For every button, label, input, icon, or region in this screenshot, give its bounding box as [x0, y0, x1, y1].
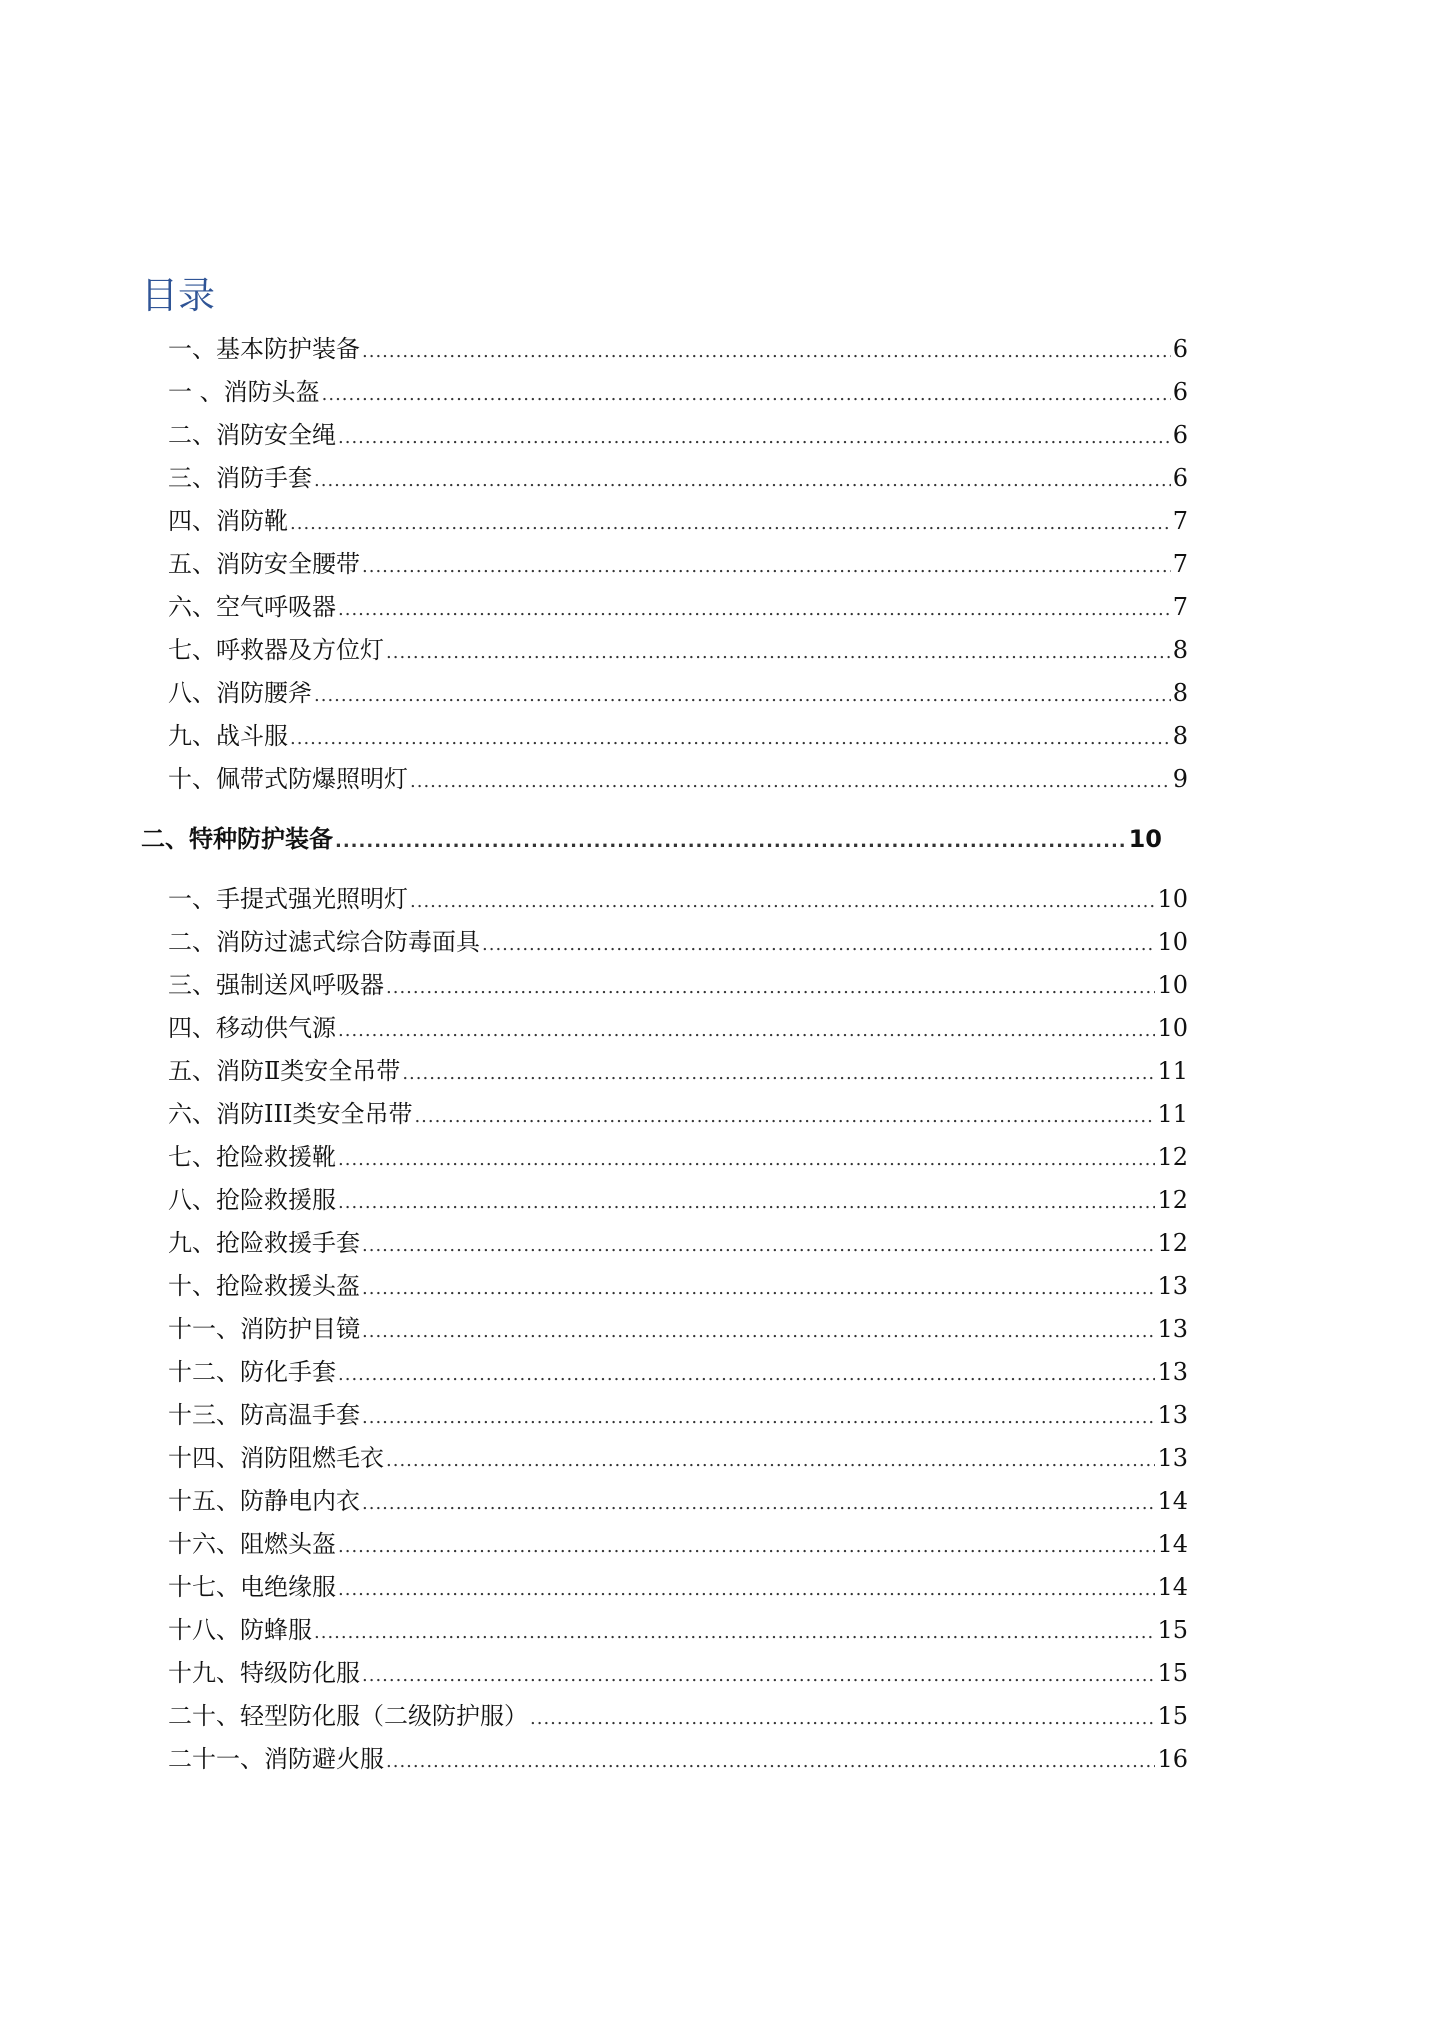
toc-entry-text: 八、消防腰斧: [168, 679, 312, 707]
toc-entry-page-number: 15: [1157, 1616, 1188, 1644]
toc-entry-page-number: 12: [1157, 1186, 1188, 1214]
toc-dot-leader: [386, 1442, 1155, 1480]
toc-dot-leader: [338, 1356, 1155, 1394]
toc-entry-text: 一、手提式强光照明灯: [168, 885, 408, 913]
toc-entry[interactable]: [168, 1267, 1188, 1305]
toc-entry-page-number: 14: [1157, 1573, 1188, 1601]
toc-entry[interactable]: [168, 1396, 1188, 1434]
toc-entry-page-number: 10: [1157, 971, 1188, 999]
toc-entry[interactable]: [168, 1138, 1188, 1176]
toc-dot-leader: [362, 333, 1171, 371]
toc-dot-leader: [402, 1055, 1155, 1093]
toc-entry[interactable]: [141, 820, 1162, 858]
toc-dot-leader: [362, 1227, 1155, 1265]
toc-entry-text: 七、抢险救援靴: [168, 1143, 336, 1171]
toc-entry[interactable]: [168, 923, 1188, 961]
toc-entry[interactable]: [168, 1095, 1188, 1133]
toc-entry-text: 十五、防静电内衣: [168, 1487, 360, 1515]
toc-entry[interactable]: [168, 966, 1188, 1004]
toc-entry[interactable]: [168, 588, 1188, 626]
toc-entry[interactable]: [168, 330, 1188, 368]
toc-entry[interactable]: [168, 373, 1188, 411]
toc-entry-text: 四、消防靴: [168, 507, 288, 535]
toc-entry-text: 八、抢险救援服: [168, 1186, 336, 1214]
toc-entry-page-number: 12: [1157, 1143, 1188, 1171]
toc-entry-page-number: 10: [1157, 885, 1188, 913]
toc-entry-page-number: 8: [1172, 679, 1188, 707]
toc-dot-leader: [338, 1184, 1155, 1222]
toc-entry-text: 十、佩带式防爆照明灯: [168, 765, 408, 793]
toc-entry-page-number: 11: [1157, 1057, 1188, 1085]
toc-dot-leader: [314, 677, 1171, 715]
toc-entry-text: 七、呼救器及方位灯: [168, 636, 384, 664]
toc-entry[interactable]: [168, 631, 1188, 669]
toc-entry-page-number: 10: [1128, 825, 1162, 853]
toc-entry-page-number: 6: [1172, 421, 1188, 449]
toc-dot-leader: [338, 591, 1171, 629]
toc-entry-text: 二、特种防护装备: [141, 825, 333, 853]
toc-entry-page-number: 16: [1157, 1745, 1188, 1773]
toc-entry-page-number: 14: [1157, 1530, 1188, 1558]
toc-entry-page-number: 7: [1172, 593, 1188, 621]
toc-entry[interactable]: [168, 1224, 1188, 1262]
toc-entry-page-number: 7: [1172, 507, 1188, 535]
toc-dot-leader: [410, 883, 1155, 921]
toc-dot-leader: [410, 763, 1171, 801]
toc-entry[interactable]: [168, 1052, 1188, 1090]
toc-entry-text: 九、战斗服: [168, 722, 288, 750]
toc-entry[interactable]: [168, 1181, 1188, 1219]
toc-dot-leader: [314, 1614, 1155, 1652]
toc-entry[interactable]: [168, 1697, 1188, 1735]
toc-entry-text: 六、消防III类安全吊带: [168, 1100, 413, 1128]
toc-entry-text: 六、空气呼吸器: [168, 593, 336, 621]
toc-entry-page-number: 7: [1172, 550, 1188, 578]
toc-entry-text: 一、基本防护装备: [168, 335, 360, 363]
toc-dot-leader: [362, 548, 1171, 586]
toc-dot-leader: [338, 1528, 1155, 1566]
toc-dot-leader: [338, 1012, 1155, 1050]
toc-entry-page-number: 14: [1157, 1487, 1188, 1515]
toc-dot-leader: [362, 1485, 1155, 1523]
toc-dot-leader: [362, 1313, 1155, 1351]
toc-entry-page-number: 10: [1157, 928, 1188, 956]
toc-entry-page-number: 6: [1172, 378, 1188, 406]
toc-entry-text: 十三、防高温手套: [168, 1401, 360, 1429]
toc-entry[interactable]: [168, 717, 1188, 755]
toc-entry-text: 十八、防蜂服: [168, 1616, 312, 1644]
toc-entry[interactable]: [168, 502, 1188, 540]
toc-dot-leader: [530, 1700, 1155, 1738]
toc-entry-text: 五、消防安全腰带: [168, 550, 360, 578]
toc-dot-leader: [386, 969, 1155, 1007]
toc-dot-leader: [386, 1743, 1155, 1781]
toc-entry-text: 二十一、消防避火服: [168, 1745, 384, 1773]
toc-entry-page-number: 13: [1157, 1444, 1188, 1472]
toc-entry-text: 十七、电绝缘服: [168, 1573, 336, 1601]
toc-entry-text: 十二、防化手套: [168, 1358, 336, 1386]
toc-entry-text: 三、强制送风呼吸器: [168, 971, 384, 999]
toc-entry-text: 十、抢险救援头盔: [168, 1272, 360, 1300]
toc-entry-text: 九、抢险救援手套: [168, 1229, 360, 1257]
toc-dot-leader: [290, 505, 1171, 543]
toc-entry[interactable]: [168, 674, 1188, 712]
toc-entry-text: 三、消防手套: [168, 464, 312, 492]
toc-title: 目录: [141, 274, 215, 317]
toc-entry-page-number: 15: [1157, 1702, 1188, 1730]
toc-entry[interactable]: [168, 545, 1188, 583]
toc-dot-leader: [335, 823, 1127, 861]
toc-entry-text: 二十、轻型防化服（二级防护服）: [168, 1702, 528, 1730]
toc-entry-text: 十四、消防阻燃毛衣: [168, 1444, 384, 1472]
toc-entry-page-number: 13: [1157, 1315, 1188, 1343]
toc-entry[interactable]: [168, 1654, 1188, 1692]
toc-entry-page-number: 11: [1157, 1100, 1188, 1128]
toc-entry-text: 五、消防Ⅱ类安全吊带: [168, 1057, 401, 1085]
toc-dot-leader: [362, 1657, 1155, 1695]
toc-entry-page-number: 10: [1157, 1014, 1188, 1042]
toc-entry-page-number: 6: [1172, 464, 1188, 492]
toc-entry[interactable]: [168, 1525, 1188, 1563]
toc-entry[interactable]: [168, 1310, 1188, 1348]
toc-entry-page-number: 13: [1157, 1272, 1188, 1300]
toc-dot-leader: [362, 1399, 1155, 1437]
toc-dot-leader: [362, 1270, 1155, 1308]
toc-dot-leader: [338, 1571, 1155, 1609]
toc-entry-page-number: 8: [1172, 636, 1188, 664]
toc-dot-leader: [290, 720, 1171, 758]
toc-entry[interactable]: [168, 1482, 1188, 1520]
toc-entry-text: 二、消防安全绳: [168, 421, 336, 449]
toc-entry-page-number: 15: [1157, 1659, 1188, 1687]
toc-entry-page-number: 9: [1172, 765, 1188, 793]
toc-entry-page-number: 8: [1172, 722, 1188, 750]
toc-dot-leader: [482, 926, 1155, 964]
toc-entry[interactable]: [168, 1009, 1188, 1047]
toc-entry[interactable]: [168, 416, 1188, 454]
toc-dot-leader: [338, 1141, 1155, 1179]
toc-entry-page-number: 13: [1157, 1401, 1188, 1429]
toc-entry-text: 一 、消防头盔: [168, 378, 320, 406]
toc-entry[interactable]: [168, 1568, 1188, 1606]
toc-entry[interactable]: [168, 1611, 1188, 1649]
toc-entry[interactable]: [168, 760, 1188, 798]
toc-entry[interactable]: [168, 1740, 1188, 1778]
toc-dot-leader: [386, 634, 1171, 672]
toc-entry-page-number: 12: [1157, 1229, 1188, 1257]
toc-entry-page-number: 13: [1157, 1358, 1188, 1386]
toc-dot-leader: [314, 462, 1171, 500]
toc-entry-text: 二、消防过滤式综合防毒面具: [168, 928, 480, 956]
toc-entry[interactable]: [168, 880, 1188, 918]
toc-entry-text: 十一、消防护目镜: [168, 1315, 360, 1343]
toc-entry-text: 十九、特级防化服: [168, 1659, 360, 1687]
toc-entry[interactable]: [168, 1353, 1188, 1391]
toc-entry[interactable]: [168, 459, 1188, 497]
toc-dot-leader: [414, 1098, 1155, 1136]
toc-entry-text: 四、移动供气源: [168, 1014, 336, 1042]
toc-entry-text: 十六、阻燃头盔: [168, 1530, 336, 1558]
toc-entry[interactable]: [168, 1439, 1188, 1477]
toc-dot-leader: [338, 419, 1171, 457]
toc-entry-page-number: 6: [1172, 335, 1188, 363]
toc-dot-leader: [322, 376, 1171, 414]
